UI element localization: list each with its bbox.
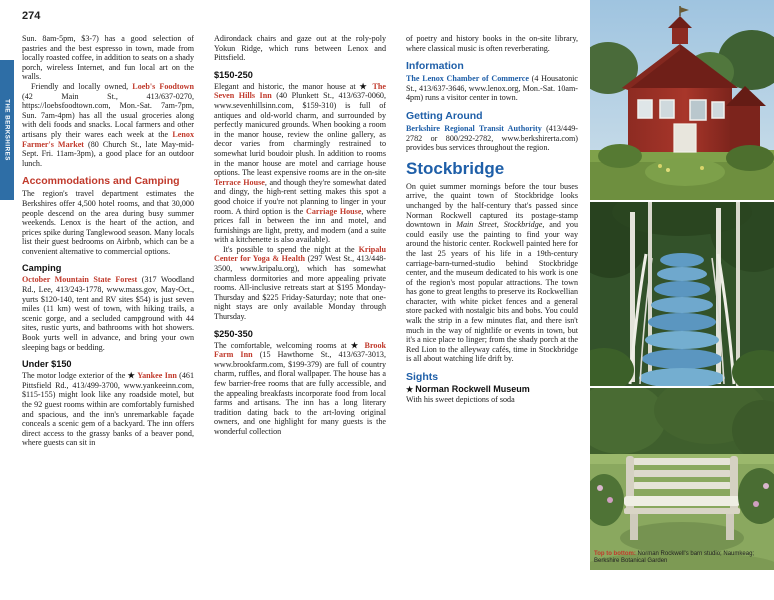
heading-250-350: $250-350 xyxy=(214,328,253,339)
text-run: On quiet summer mornings before the tour buses arrive, the quaint town of Stockbridge looks unchanged by the half-century that's passed since Norman Rockwell captured its postage-stamp downtown in xyxy=(406,181,578,230)
text-run: , and though they're somewhat dated and dingy, the high-rent setting makes this spot a good choice if you're not planning to linger in your room. A third option is the xyxy=(214,177,386,216)
photo-caption-lead: Top to bottom: xyxy=(594,550,636,557)
paragraph xyxy=(214,341,386,437)
text-run: (297 West St., 413/448-3500, www.kripalu.org), which has somewhat charmless dormitories and more appealing private rooms. All-inclusive retreats start at $195 Monday-Thursday and $225 Friday-Saturday; note that one-night stays are only available Monday through Thursday. xyxy=(214,254,386,322)
body-columns xyxy=(22,34,582,590)
text-column-1 xyxy=(22,34,194,590)
text-column-3 xyxy=(406,34,578,590)
poi-name: Norman Rockwell Museum xyxy=(415,384,530,395)
text-run: Friendly and locally owned, xyxy=(31,81,133,91)
paragraph xyxy=(406,182,578,364)
photo-naumkeag-blue-steps xyxy=(590,202,774,386)
heading-under-150: Under $150 xyxy=(22,359,72,370)
botanical-garden-illustration xyxy=(590,388,774,570)
poi-name: Carriage House xyxy=(306,206,362,216)
paragraph xyxy=(406,74,578,103)
poi-name: Brook Farm Inn xyxy=(214,340,386,360)
text-run: (40 Plunkett St., 413/637-0060, www.sevenhillsinn.com, $159-310) is full of antiques and old-world charm, and surrounded by perfectly manicured grounds. When booking a room in the manor house, review the online gallery, as decor varies from charmingly restrained to somewhat lurid boudoir plush. In addition to rooms in the manor house are motel and carriage house options. The least expensive rooms are in the on-site xyxy=(214,91,386,178)
paragraph: Adirondack chairs and gaze out at the roly-poly Yokun Ridge, which runs between Lenox and Pittsfield. xyxy=(214,34,386,63)
text-run: (413/449-2782 or 800/292-2782, www.berkshirerta.com) provides bus services throughout the region. xyxy=(406,123,578,153)
star-icon: ★ xyxy=(406,385,416,395)
text-run: Elegant and historic, the manor house at xyxy=(214,81,360,91)
heading-information: Information xyxy=(406,60,464,73)
photo-berkshire-botanical-garden xyxy=(590,388,774,570)
text-run: (317 Woodland Rd., Lee, 413/243-1778, www.mass.gov, May-Oct., yurts $120-140, tent and RV sites $54) is just seven miles (11 km) west of town, with hiking trails, a scenic gorge, and a secluded campground with 44 sites, rustic yurts, and bathrooms with hot showers. Book yurts well in advance, and bring your own sleeping bags or bedding. xyxy=(22,275,194,352)
heading-accommodations: Accommodations and Camping xyxy=(22,175,180,188)
poi-name: Kripalu Center for Yoga & Health xyxy=(214,244,386,264)
paragraph xyxy=(214,82,386,245)
poi-name: Loeb's Foodtown xyxy=(132,81,194,91)
poi-name: Yankee Inn xyxy=(137,371,177,381)
text-run: The motor lodge exterior of the xyxy=(22,371,128,381)
text-run: (42 Main St., 413/637-0270, https://loebsfoodtown.com, Mon.-Sat. 7am-7pm, Sun. 7am-4pm) has all the usual groceries along with deli foods and snacks. Local farmers and other artisans ply their wares each week at the xyxy=(22,91,194,139)
paragraph xyxy=(22,371,194,448)
star-icon: ★ xyxy=(350,340,365,350)
chapter-side-tab-label: THE BERKSHIRES xyxy=(3,99,11,161)
heading-stockbridge: Stockbridge xyxy=(406,158,505,178)
paragraph: The region's travel department estimates the Berkshires offer 4,500 hotel rooms, and that 30,000 people descend on the area during busy summer weekends. Lenox is the heart of the action, and prices spike during Tanglewood season. Many locals list their guest bedrooms on Airbnb, which can be a convenient alternative to commercial options. xyxy=(22,189,194,256)
barn-studio-illustration xyxy=(590,0,774,200)
text-run: It's possible to spend the night at the xyxy=(223,244,359,254)
text-run: , and you could easily use the painting to find your way around the historic center. Rockwell painted here for the last 25 years of his life in a 19th-century carriage-barn-turned-studio behind Stockbridge center, and the museum dedicated to his work is one of the region's most popular attractions. The town has gone to great lengths to preserve its Rockwellian character, with white picket fences and a general store packed with nostalgic bits and bobs. You could walk the strip in a few minutes flat, and there isn't much in the way of nightlife or events in town, but it's a nice place to linger; from the shady porch at the Red Lion to the alleyway cafés, time in Stockbridge is all about watching life drift by. xyxy=(406,220,578,364)
paragraph xyxy=(406,385,578,395)
poi-name: Terrace House xyxy=(214,177,265,187)
paragraph: of poetry and history books in the on-site library, where classical music is often reverberating. xyxy=(406,34,578,53)
artwork-title: Main Street, Stockbridge xyxy=(456,220,543,230)
text-column-2 xyxy=(214,34,386,590)
star-icon: ★ xyxy=(127,371,138,381)
paragraph xyxy=(22,275,194,352)
paragraph xyxy=(22,82,194,168)
poi-name: The Seven Hills Inn xyxy=(214,81,386,101)
naumkeag-illustration xyxy=(590,202,774,386)
text-run: (4 Housatonic St., 413/637-3646, www.lenox.org, Mon.-Sat. 10am-4pm) runs a visitor center in town. xyxy=(406,74,578,103)
photo-caption xyxy=(594,551,770,566)
heading-150-250: $150-250 xyxy=(214,69,253,80)
text-run: , where prices fall in between the inn and motel, and furnishings are light, pretty, and modern (and a suite with a kitchenette is also available). xyxy=(214,206,386,245)
photo-strip xyxy=(590,0,774,600)
paragraph xyxy=(406,124,578,153)
photo-rockwell-barn-studio xyxy=(590,0,774,200)
text-run: The comfortable, welcoming rooms at xyxy=(214,340,351,350)
photo-caption-text: Norman Rockwell's barn studio; Naumkeag; Berkshire Botanical Garden xyxy=(594,550,755,565)
chapter-side-tab xyxy=(0,60,14,200)
paragraph: With his sweet depictions of soda xyxy=(406,394,515,404)
text-run: (15 Hawthorne St., 413/637-3013, www.brookfarm.com, $199-379) are full of country charm, ruffles, and floral wallpaper. The house has a few barrier-free rooms that are fully accessible, and the appealing breakfasts incorporate food from local farms and artisans. The inn has a long literary tradition dating back to the art-loving original owners, and one highlight for many guests is the wonderful collection xyxy=(214,350,386,436)
poi-name: The Lenox Chamber of Commerce xyxy=(406,74,529,84)
heading-camping: Camping xyxy=(22,263,62,274)
paragraph xyxy=(214,245,386,322)
heading-getting-around: Getting Around xyxy=(406,109,483,122)
poi-name: October Mountain State Forest xyxy=(22,275,138,285)
paragraph: Sun. 8am-5pm, $3-7) has a good selection of pastries and the best espresso in town, made from locally roasted coffee, in addition to seats on a shady porch, wireless Internet, and fun local art on the walls. xyxy=(22,34,194,82)
text-run: (461 Pittsfield Rd., 413/499-3700, www.yankeeinn.com, $115-155) might look like any roadside motel, but the 92 guest rooms within are comfortably furnished and spacious, and the inn's unremarkable façade conceals a scenic gem of a backyard. The inn offers direct access to the grassy banks of a beaver pond, where guests can sit in xyxy=(22,371,194,448)
poi-name: Berkshire Regional Transit Authority xyxy=(406,123,542,133)
heading-sights: Sights xyxy=(406,371,439,384)
page-number: 274 xyxy=(22,10,41,22)
text-run: (80 Church St., late May-mid-Sept. Fri. 11am-3pm), a good place for an outdoor lunch. xyxy=(22,139,194,168)
star-icon: ★ xyxy=(359,81,373,91)
poi-name: Lenox Farmer's Market xyxy=(22,129,194,149)
